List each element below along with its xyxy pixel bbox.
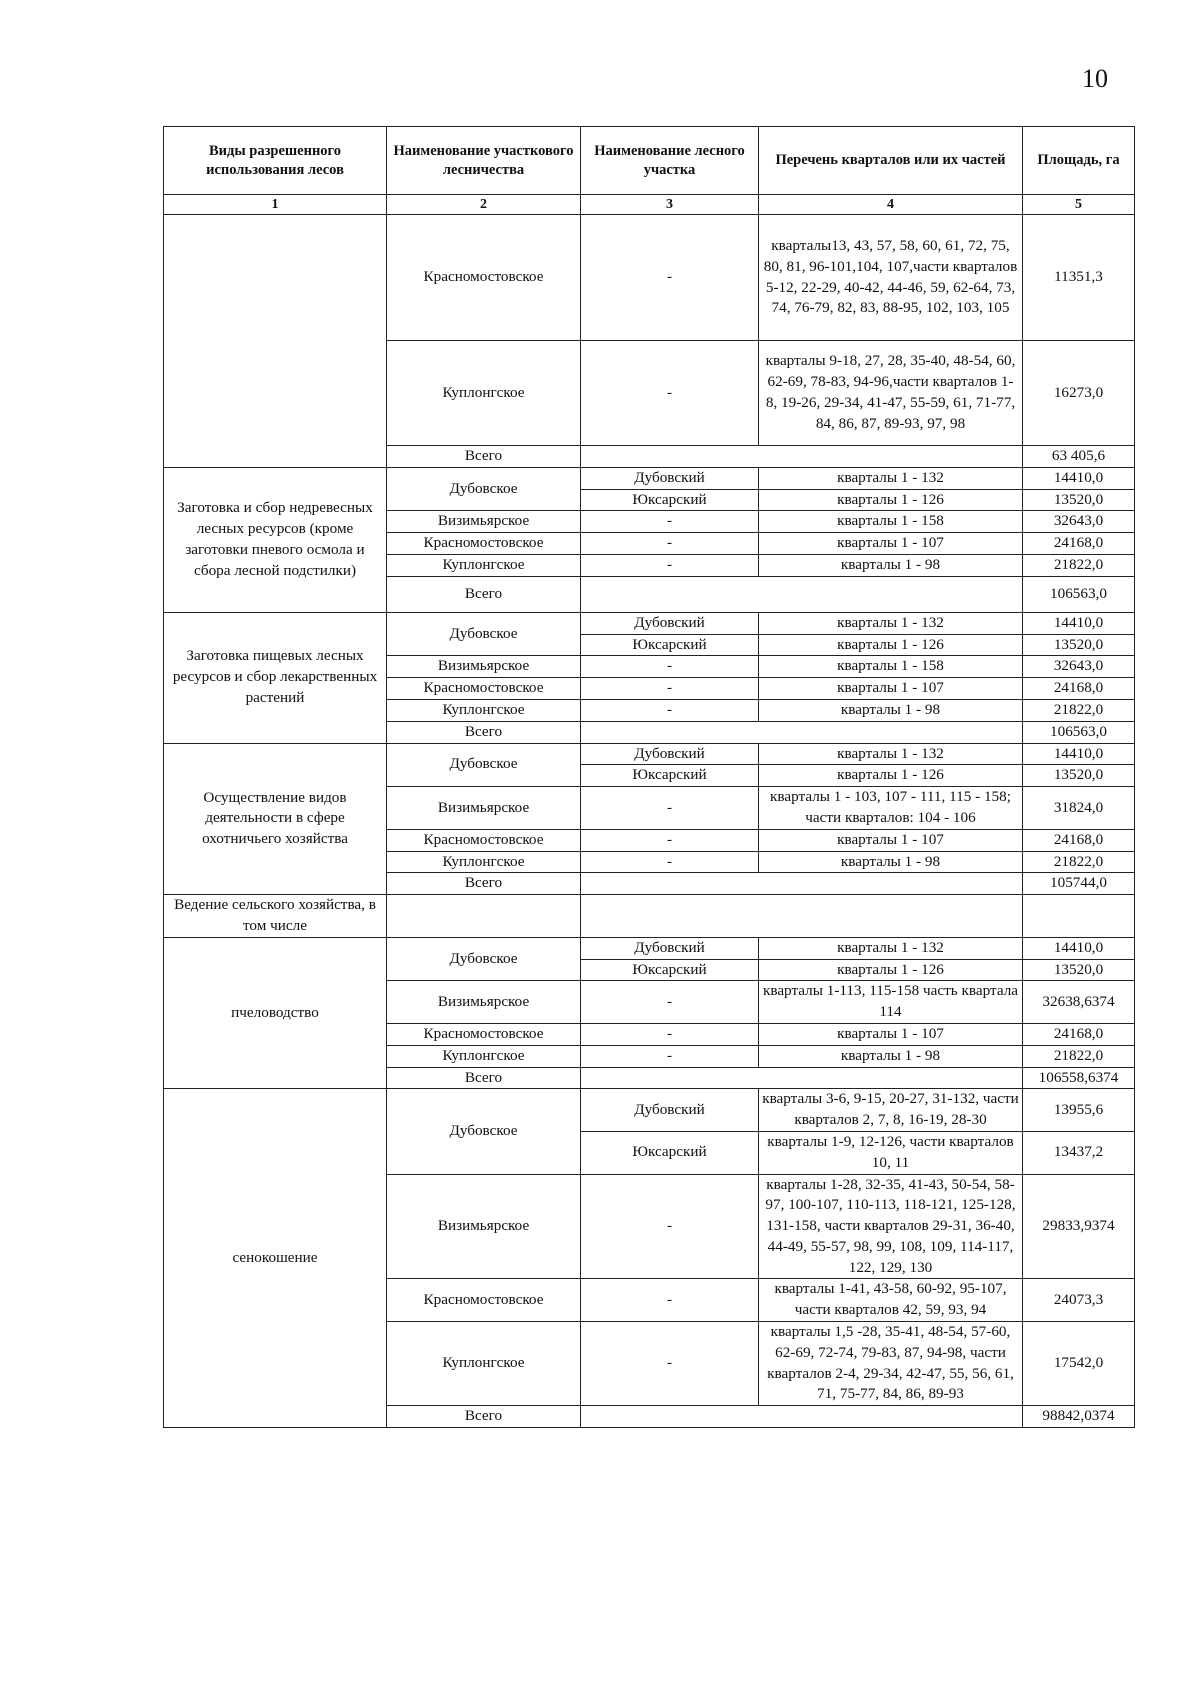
plot-cell: Юксарский bbox=[581, 765, 759, 787]
quarters-cell: кварталы 1-28, 32-35, 41-43, 50-54, 58-97, 100-107, 110-113, 118-121, 125-128, 131-158, части кварталов 29-31, 36-40, 44-49, 55-57, 98, 99, 108, 109, 114-117, 122, 129, 130 bbox=[759, 1174, 1023, 1279]
table-row bbox=[164, 937, 1135, 959]
forestry-cell: Дубовское bbox=[387, 743, 581, 787]
table-row bbox=[164, 895, 1135, 938]
empty-cell bbox=[581, 576, 1023, 612]
area-cell: 13437,2 bbox=[1023, 1131, 1135, 1174]
forestry-cell: Красномостовское bbox=[387, 829, 581, 851]
quarters-cell: кварталы13, 43, 57, 58, 60, 61, 72, 75, 80, 81, 96-101,104, 107,части кварталов 5-12, 22-29, 40-42, 44-46, 59, 62-64, 73, 74, 76-79, 82, 83, 88-95, 102, 103, 105 bbox=[759, 215, 1023, 341]
forestry-cell: Визимьярское bbox=[387, 787, 581, 830]
quarters-cell: кварталы 3-6, 9-15, 20-27, 31-132, части кварталов 2, 7, 8, 16-19, 28-30 bbox=[759, 1089, 1023, 1132]
column-number: 4 bbox=[759, 195, 1023, 215]
header-use-type: Виды разрешенного использования лесов bbox=[164, 127, 387, 195]
forestry-cell: Куплонгское bbox=[387, 341, 581, 446]
forestry-cell: Визимьярское bbox=[387, 511, 581, 533]
area-cell: 24168,0 bbox=[1023, 1023, 1135, 1045]
plot-cell: - bbox=[581, 829, 759, 851]
area-cell: 32638,6374 bbox=[1023, 981, 1135, 1024]
column-number-row bbox=[164, 195, 1135, 215]
header-row bbox=[164, 127, 1135, 195]
column-number: 2 bbox=[387, 195, 581, 215]
plot-cell: Юксарский bbox=[581, 1131, 759, 1174]
forest-use-table bbox=[163, 126, 1135, 1428]
empty-cell bbox=[387, 895, 581, 938]
empty-cell bbox=[581, 1067, 1023, 1089]
area-cell: 13520,0 bbox=[1023, 765, 1135, 787]
table-row bbox=[164, 743, 1135, 765]
total-area: 98842,0374 bbox=[1023, 1406, 1135, 1428]
empty-cell bbox=[581, 721, 1023, 743]
use-type-cell: Ведение сельского хозяйства, в том числе bbox=[164, 895, 387, 938]
total-label: Всего bbox=[387, 576, 581, 612]
table-row bbox=[164, 467, 1135, 489]
quarters-cell: кварталы 1 - 107 bbox=[759, 678, 1023, 700]
quarters-cell: кварталы 1-113, 115-158 часть квартала 114 bbox=[759, 981, 1023, 1024]
forestry-cell: Красномостовское bbox=[387, 533, 581, 555]
area-cell: 21822,0 bbox=[1023, 699, 1135, 721]
header-forest-plot: Наименование лесного участка bbox=[581, 127, 759, 195]
quarters-cell: кварталы 1,5 -28, 35-41, 48-54, 57-60, 62-69, 72-74, 79-83, 87, 94-98, части кварталов 2-4, 29-34, 42-47, 55, 56, 61, 71, 75-77, 84, 86, 89-93 bbox=[759, 1322, 1023, 1406]
area-cell: 24073,3 bbox=[1023, 1279, 1135, 1322]
total-label: Всего bbox=[387, 1406, 581, 1428]
plot-cell: - bbox=[581, 1322, 759, 1406]
quarters-cell: кварталы 1 - 98 bbox=[759, 1045, 1023, 1067]
plot-cell: - bbox=[581, 1045, 759, 1067]
area-cell: 13520,0 bbox=[1023, 959, 1135, 981]
quarters-cell: кварталы 1-41, 43-58, 60-92, 95-107, части кварталов 42, 59, 93, 94 bbox=[759, 1279, 1023, 1322]
area-cell: 29833,9374 bbox=[1023, 1174, 1135, 1279]
plot-cell: - bbox=[581, 215, 759, 341]
plot-cell: - bbox=[581, 554, 759, 576]
forestry-cell: Красномостовское bbox=[387, 1279, 581, 1322]
forestry-cell: Дубовское bbox=[387, 612, 581, 656]
plot-cell: Дубовский bbox=[581, 1089, 759, 1132]
header-quarters: Перечень кварталов или их частей bbox=[759, 127, 1023, 195]
plot-cell: Дубовский bbox=[581, 937, 759, 959]
quarters-cell: кварталы 1 - 126 bbox=[759, 489, 1023, 511]
quarters-cell: кварталы 1 - 107 bbox=[759, 1023, 1023, 1045]
quarters-cell: кварталы 1 - 107 bbox=[759, 533, 1023, 555]
total-area: 63 405,6 bbox=[1023, 446, 1135, 468]
area-cell: 21822,0 bbox=[1023, 554, 1135, 576]
area-cell: 21822,0 bbox=[1023, 1045, 1135, 1067]
forestry-cell: Куплонгское bbox=[387, 699, 581, 721]
area-cell: 16273,0 bbox=[1023, 341, 1135, 446]
total-area: 106563,0 bbox=[1023, 721, 1135, 743]
quarters-cell: кварталы 1 - 158 bbox=[759, 511, 1023, 533]
forestry-cell: Красномостовское bbox=[387, 678, 581, 700]
area-cell: 13520,0 bbox=[1023, 634, 1135, 656]
empty-cell bbox=[581, 895, 1023, 938]
table-row bbox=[164, 1089, 1135, 1132]
area-cell: 24168,0 bbox=[1023, 829, 1135, 851]
plot-cell: - bbox=[581, 511, 759, 533]
plot-cell: - bbox=[581, 1279, 759, 1322]
forestry-cell: Визимьярское bbox=[387, 1174, 581, 1279]
total-label: Всего bbox=[387, 1067, 581, 1089]
forestry-cell: Визимьярское bbox=[387, 981, 581, 1024]
plot-cell: - bbox=[581, 533, 759, 555]
table-row bbox=[164, 612, 1135, 634]
plot-cell: Юксарский bbox=[581, 489, 759, 511]
quarters-cell: кварталы 1 - 132 bbox=[759, 467, 1023, 489]
total-area: 106558,6374 bbox=[1023, 1067, 1135, 1089]
forestry-cell: Дубовское bbox=[387, 467, 581, 511]
area-cell: 17542,0 bbox=[1023, 1322, 1135, 1406]
forestry-cell: Дубовское bbox=[387, 937, 581, 981]
page-number: 10 bbox=[1082, 64, 1108, 93]
header-area: Площадь, га bbox=[1023, 127, 1135, 195]
forestry-cell: Дубовское bbox=[387, 1089, 581, 1174]
table-row bbox=[164, 215, 1135, 341]
forestry-cell: Красномостовское bbox=[387, 215, 581, 341]
area-cell: 24168,0 bbox=[1023, 678, 1135, 700]
forestry-cell: Красномостовское bbox=[387, 1023, 581, 1045]
quarters-cell: кварталы 1 - 126 bbox=[759, 765, 1023, 787]
plot-cell: - bbox=[581, 851, 759, 873]
quarters-cell: кварталы 1 - 126 bbox=[759, 634, 1023, 656]
plot-cell: - bbox=[581, 1023, 759, 1045]
total-area: 105744,0 bbox=[1023, 873, 1135, 895]
plot-cell: Дубовский bbox=[581, 743, 759, 765]
area-cell: 14410,0 bbox=[1023, 743, 1135, 765]
forestry-cell: Куплонгское bbox=[387, 1322, 581, 1406]
quarters-cell: кварталы 1 - 132 bbox=[759, 743, 1023, 765]
area-cell: 21822,0 bbox=[1023, 851, 1135, 873]
area-cell: 13520,0 bbox=[1023, 489, 1135, 511]
plot-cell: Юксарский bbox=[581, 959, 759, 981]
plot-cell: - bbox=[581, 699, 759, 721]
forestry-cell: Куплонгское bbox=[387, 1045, 581, 1067]
column-number: 5 bbox=[1023, 195, 1135, 215]
quarters-cell: кварталы 1 - 126 bbox=[759, 959, 1023, 981]
plot-cell: Дубовский bbox=[581, 612, 759, 634]
quarters-cell: кварталы 9-18, 27, 28, 35-40, 48-54, 60, 62-69, 78-83, 94-96,части кварталов 1-8, 19-26, 29-34, 41-47, 55-59, 61, 71-77, 84, 86, 87, 89-93, 97, 98 bbox=[759, 341, 1023, 446]
empty-cell bbox=[581, 446, 1023, 468]
header-forestry: Наименование участкового лесничества bbox=[387, 127, 581, 195]
use-type-cell: пчеловодство bbox=[164, 937, 387, 1089]
empty-cell bbox=[581, 873, 1023, 895]
column-number: 1 bbox=[164, 195, 387, 215]
area-cell: 11351,3 bbox=[1023, 215, 1135, 341]
use-type-cell: Осуществление видов деятельности в сфере охотничьего хозяйства bbox=[164, 743, 387, 895]
area-cell: 14410,0 bbox=[1023, 612, 1135, 634]
quarters-cell: кварталы 1 - 107 bbox=[759, 829, 1023, 851]
empty-cell bbox=[1023, 895, 1135, 938]
total-label: Всего bbox=[387, 721, 581, 743]
total-label: Всего bbox=[387, 446, 581, 468]
area-cell: 13955,6 bbox=[1023, 1089, 1135, 1132]
quarters-cell: кварталы 1 - 103, 107 - 111, 115 - 158; части кварталов: 104 - 106 bbox=[759, 787, 1023, 830]
plot-cell: - bbox=[581, 787, 759, 830]
empty-cell bbox=[581, 1406, 1023, 1428]
area-cell: 32643,0 bbox=[1023, 656, 1135, 678]
quarters-cell: кварталы 1 - 132 bbox=[759, 937, 1023, 959]
forestry-cell: Куплонгское bbox=[387, 851, 581, 873]
forestry-cell: Куплонгское bbox=[387, 554, 581, 576]
area-cell: 32643,0 bbox=[1023, 511, 1135, 533]
quarters-cell: кварталы 1 - 132 bbox=[759, 612, 1023, 634]
plot-cell: - bbox=[581, 678, 759, 700]
plot-cell: - bbox=[581, 1174, 759, 1279]
area-cell: 14410,0 bbox=[1023, 467, 1135, 489]
area-cell: 14410,0 bbox=[1023, 937, 1135, 959]
plot-cell: Юксарский bbox=[581, 634, 759, 656]
plot-cell: - bbox=[581, 981, 759, 1024]
quarters-cell: кварталы 1 - 98 bbox=[759, 851, 1023, 873]
area-cell: 24168,0 bbox=[1023, 533, 1135, 555]
column-number: 3 bbox=[581, 195, 759, 215]
quarters-cell: кварталы 1 - 98 bbox=[759, 699, 1023, 721]
plot-cell: Дубовский bbox=[581, 467, 759, 489]
use-type-cell: Заготовка и сбор недревесных лесных ресурсов (кроме заготовки пневого осмола и сбора лесной подстилки) bbox=[164, 467, 387, 612]
use-type-cell: сенокошение bbox=[164, 1089, 387, 1428]
quarters-cell: кварталы 1-9, 12-126, части кварталов 10, 11 bbox=[759, 1131, 1023, 1174]
forestry-cell: Визимьярское bbox=[387, 656, 581, 678]
quarters-cell: кварталы 1 - 158 bbox=[759, 656, 1023, 678]
total-label: Всего bbox=[387, 873, 581, 895]
use-type-cell: Заготовка пищевых лесных ресурсов и сбор лекарственных растений bbox=[164, 612, 387, 743]
total-area: 106563,0 bbox=[1023, 576, 1135, 612]
area-cell: 31824,0 bbox=[1023, 787, 1135, 830]
plot-cell: - bbox=[581, 341, 759, 446]
use-type-cell bbox=[164, 215, 387, 468]
quarters-cell: кварталы 1 - 98 bbox=[759, 554, 1023, 576]
plot-cell: - bbox=[581, 656, 759, 678]
